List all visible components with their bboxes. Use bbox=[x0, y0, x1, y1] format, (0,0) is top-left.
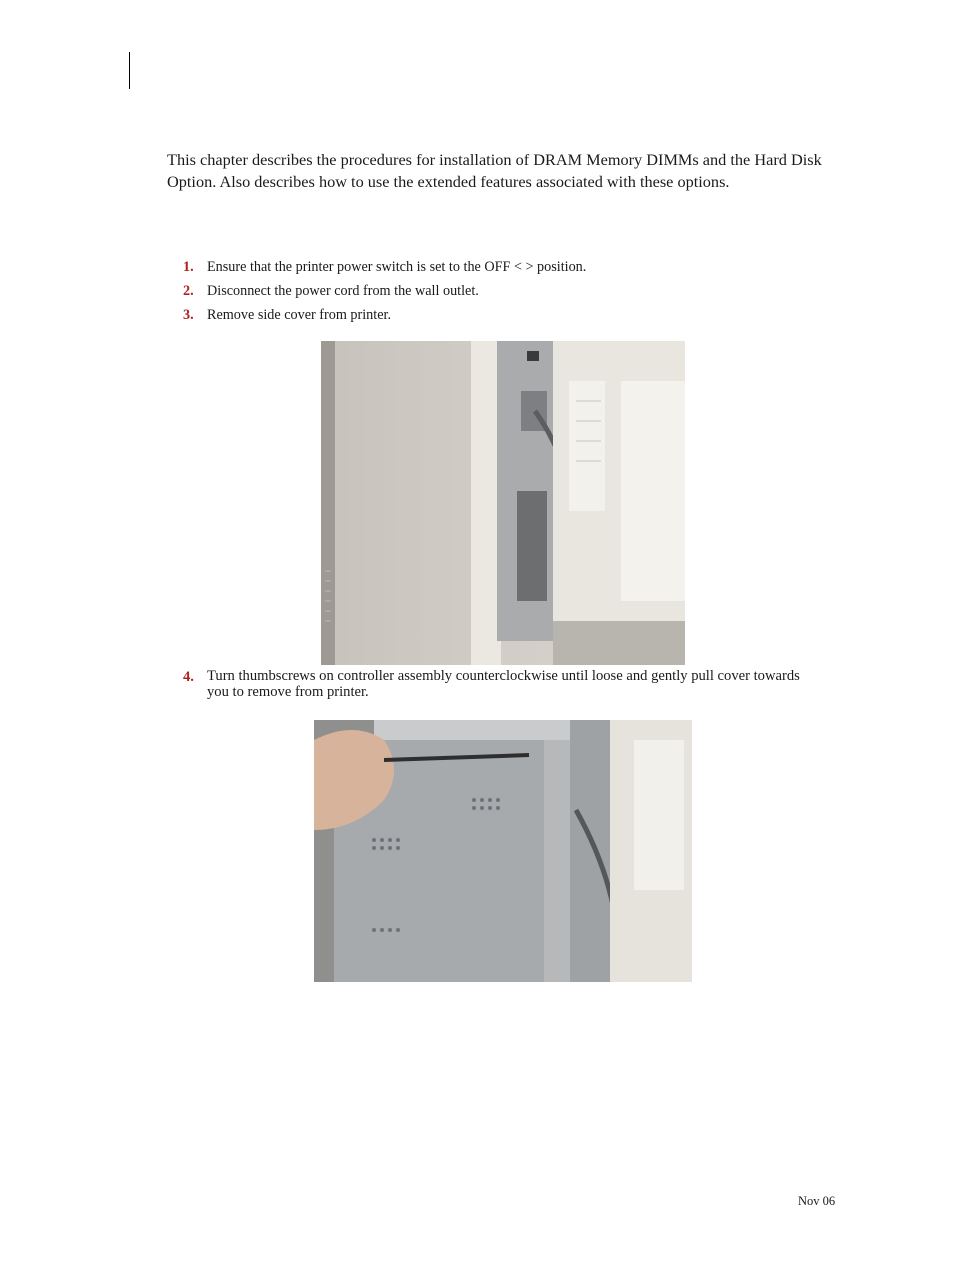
footer-date: Nov 06 bbox=[798, 1194, 836, 1208]
step-list bbox=[183, 258, 823, 330]
step-item bbox=[183, 282, 823, 306]
step-number: 4. bbox=[183, 669, 194, 685]
step-number: 1. bbox=[183, 259, 194, 275]
margin-rule bbox=[129, 52, 130, 89]
step-text: Ensure that the printer power switch is set to the OFF < > position. bbox=[207, 259, 587, 275]
step-text: Remove side cover from printer. bbox=[207, 307, 391, 323]
step-text: Turn thumbscrews on controller assembly counterclockwise until loose and gently pull cover towards you to remove from printer. bbox=[207, 668, 800, 700]
step-item bbox=[183, 306, 823, 330]
step-number: 3. bbox=[183, 307, 194, 323]
thumbscrew-removal-photo bbox=[314, 720, 692, 982]
step-number: 2. bbox=[183, 283, 194, 299]
printer-side-photo bbox=[321, 341, 685, 665]
chapter-intro: This chapter describes the procedures for installation of DRAM Memory DIMMs and the Hard Disk Option. Also describes how to use the extended features associated with these options. bbox=[167, 150, 822, 191]
step-text: Disconnect the power cord from the wall outlet. bbox=[207, 283, 479, 299]
step-item bbox=[183, 258, 823, 282]
